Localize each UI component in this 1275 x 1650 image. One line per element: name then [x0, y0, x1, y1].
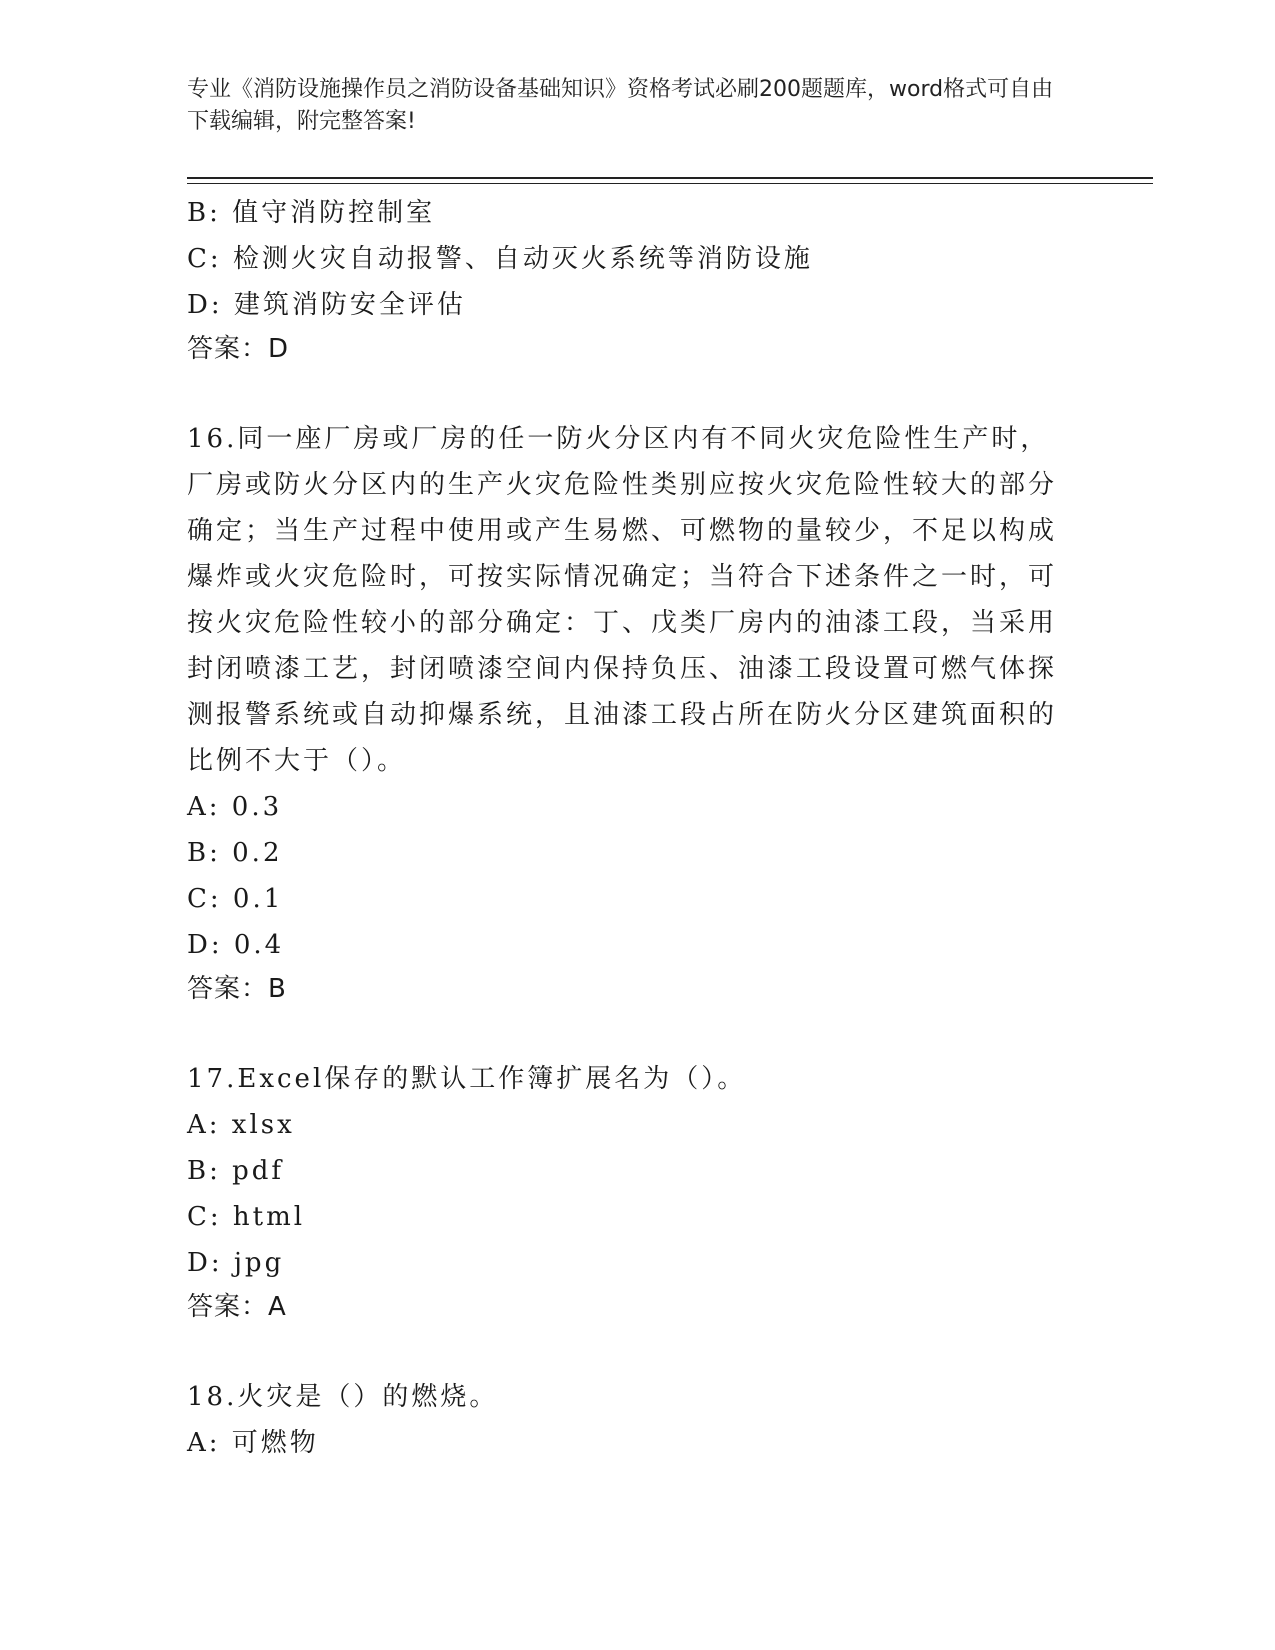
q16-option-c: C: 0.1	[187, 884, 284, 914]
q15-answer: 答案：D	[187, 334, 290, 364]
question-15-tail	[187, 190, 1067, 370]
q16-stem: 16.同一座厂房或厂房的任一防火分区内有不同火灾危险性生产时，厂房或防火分区内的生产火灾危险性类别应按火灾危险性较大的部分确定；当生产过程中使用或产生易燃、可燃物的量较少，不足以构成爆炸或火灾危险时，可按实际情况确定；当符合下述条件之一时，可按火灾危险性较小的部分确定：丁、戊类厂房内的油漆工段，当采用封闭喷漆工艺，封闭喷漆空间内保持负压、油漆工段设置可燃气体探测报警系统或自动抑爆系统，且油漆工段占所在防火分区建筑面积的比例不大于（）。	[187, 424, 1058, 776]
spacer	[187, 1010, 1067, 1056]
spacer	[187, 370, 1067, 416]
q17-option-d: D: jpg	[187, 1248, 285, 1278]
question-18	[187, 1374, 1067, 1466]
q18-stem: 18.火灾是（）的燃烧。	[187, 1382, 499, 1412]
q15-option-c: C: 检测火灾自动报警、自动灭火系统等消防设施	[187, 244, 813, 274]
q18-option-a: A: 可燃物	[187, 1428, 319, 1458]
spacer	[187, 1328, 1067, 1374]
q17-option-b: B: pdf	[187, 1156, 285, 1186]
header-divider-thick	[187, 177, 1153, 179]
q15-option-b: B: 值守消防控制室	[187, 198, 436, 228]
q16-option-d: D: 0.4	[187, 930, 285, 960]
q15-option-d: D: 建筑消防安全评估	[187, 290, 466, 320]
q16-option-a: A: 0.3	[187, 792, 283, 822]
q16-answer: 答案：B	[187, 974, 287, 1004]
header-divider-thin	[187, 183, 1153, 184]
document-header: 专业《消防设施操作员之消防设备基础知识》资格考试必刷200题题库，word格式可自由下载编辑，附完整答案!	[187, 77, 1054, 134]
question-content	[187, 190, 1067, 1466]
q17-answer: 答案：A	[187, 1292, 287, 1322]
q16-option-b: B: 0.2	[187, 838, 283, 868]
q17-option-a: A: xlsx	[187, 1110, 295, 1140]
q17-stem: 17.Excel保存的默认工作簿扩展名为（）。	[187, 1064, 747, 1094]
question-17	[187, 1056, 1067, 1328]
q17-option-c: C: html	[187, 1202, 306, 1232]
question-16	[187, 416, 1067, 1010]
